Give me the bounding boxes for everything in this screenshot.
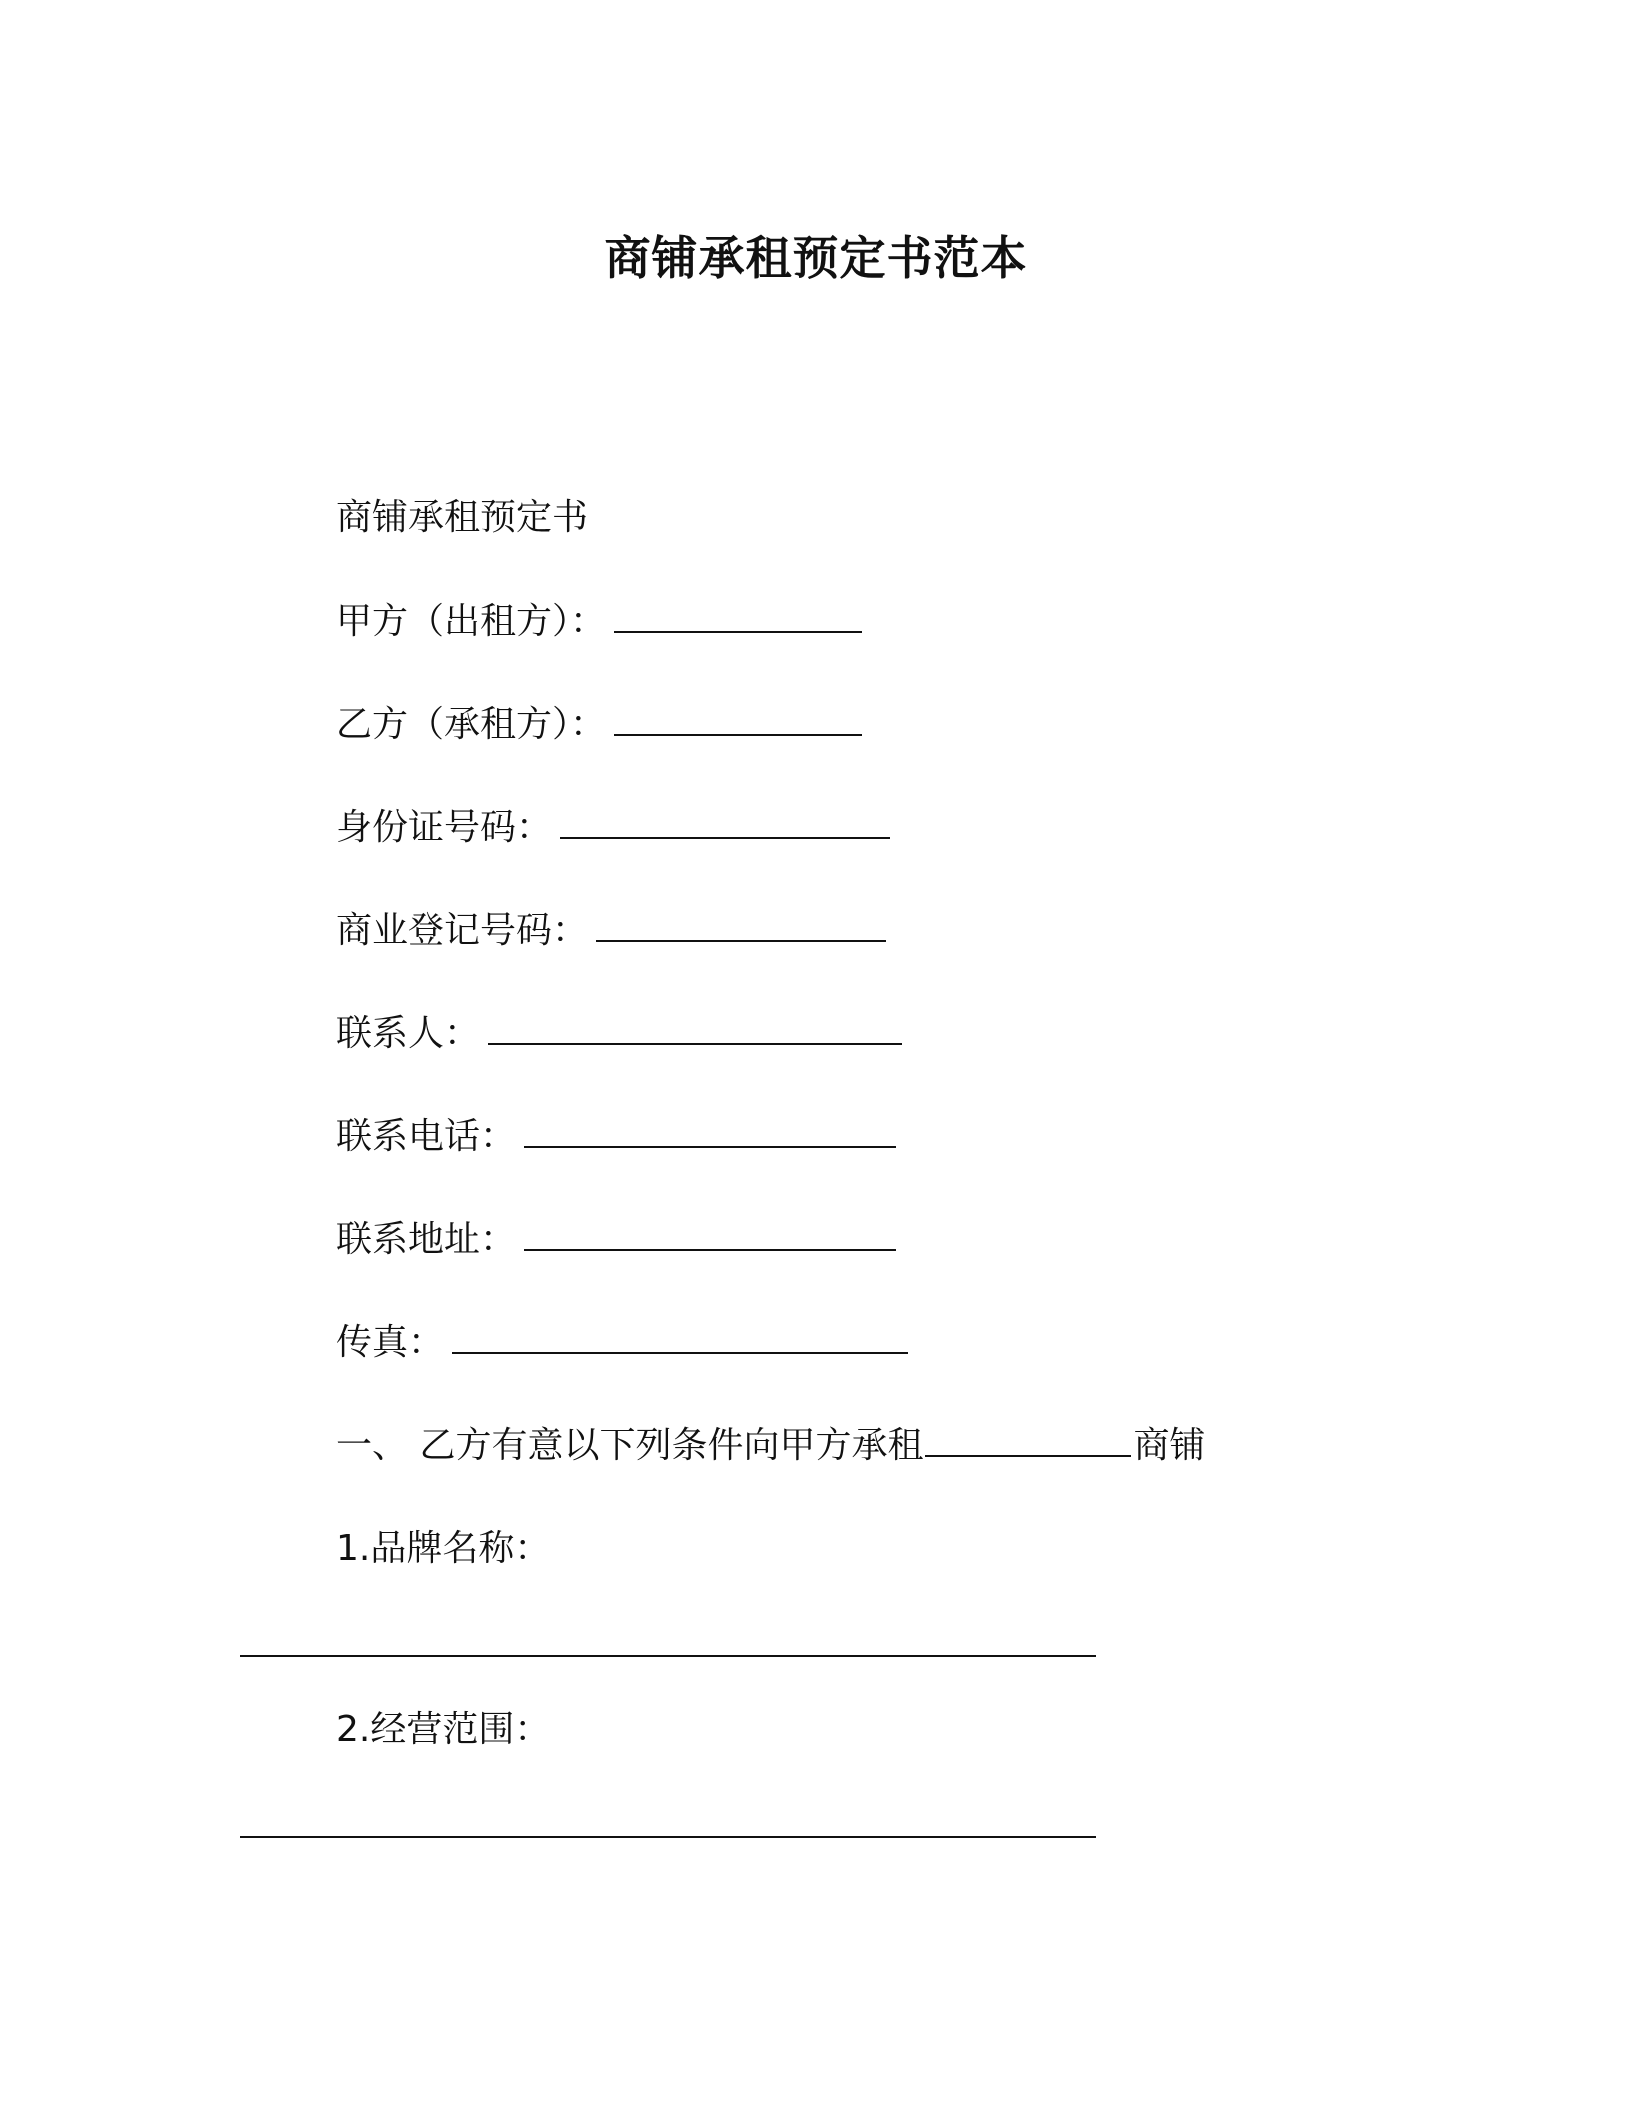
clause-1-prefix: 一、 乙方有意以下列条件向甲方承租 <box>336 1425 924 1466</box>
field-id-number-blank[interactable] <box>560 833 890 839</box>
field-lessee-blank[interactable] <box>614 730 862 736</box>
field-contact-phone-blank[interactable] <box>524 1142 896 1148</box>
document-subtitle: 商铺承租预定书 <box>336 497 589 538</box>
clause-1-blank[interactable] <box>925 1451 1131 1457</box>
field-lessor-blank[interactable] <box>614 627 862 633</box>
field-lessee <box>336 703 862 746</box>
field-fax <box>336 1321 908 1364</box>
field-contact-address-label: 联系地址： <box>336 1219 517 1260</box>
clause-1-suffix: 商铺 <box>1133 1425 1206 1466</box>
field-fax-label: 传真： <box>336 1322 445 1363</box>
item-brand-name-blank[interactable] <box>240 1655 1096 1657</box>
field-contact-person <box>336 1012 902 1055</box>
clause-1 <box>336 1424 1205 1467</box>
document-title: 商铺承租预定书范本 <box>604 231 1028 285</box>
field-contact-person-blank[interactable] <box>488 1039 902 1045</box>
field-contact-address <box>336 1218 896 1261</box>
item-business-scope-blank[interactable] <box>240 1836 1096 1838</box>
field-lessee-label: 乙方（承租方）： <box>336 704 607 745</box>
item-brand-name: 1.品牌名称： <box>336 1528 551 1569</box>
item-business-scope: 2.经营范围： <box>336 1709 551 1750</box>
field-id-number-label: 身份证号码： <box>336 807 553 848</box>
field-fax-blank[interactable] <box>452 1348 908 1354</box>
field-lessor-label: 甲方（出租方）： <box>336 601 607 642</box>
field-contact-address-blank[interactable] <box>524 1245 896 1251</box>
field-lessor <box>336 600 862 643</box>
field-contact-phone-label: 联系电话： <box>336 1116 517 1157</box>
field-business-registration <box>336 909 886 952</box>
field-id-number <box>336 806 890 849</box>
field-business-registration-blank[interactable] <box>596 936 886 942</box>
field-contact-person-label: 联系人： <box>336 1013 481 1054</box>
field-contact-phone <box>336 1115 896 1158</box>
field-business-registration-label: 商业登记号码： <box>336 910 589 951</box>
